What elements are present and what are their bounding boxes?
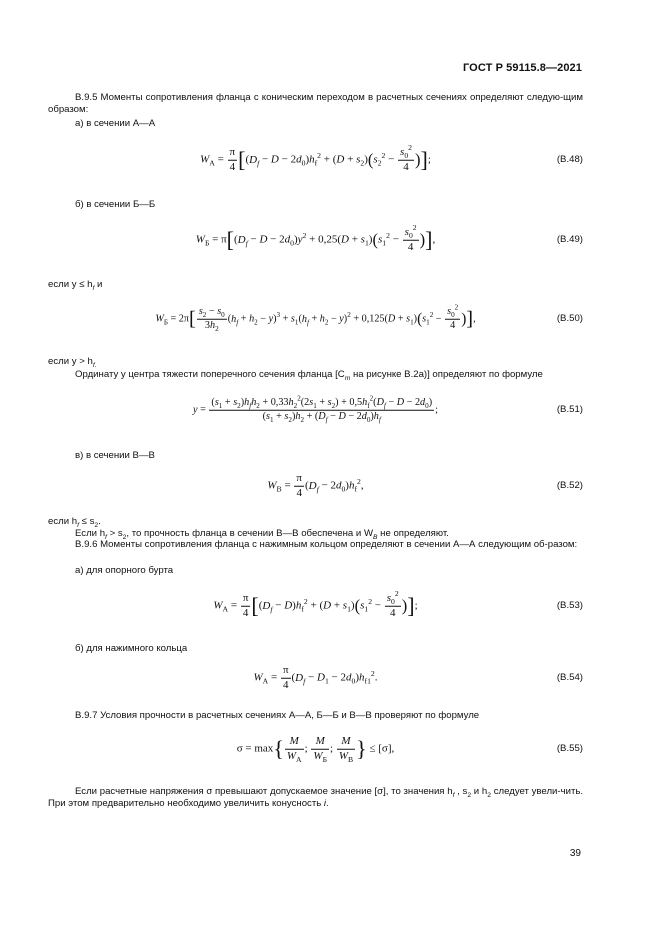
formula-b48 [48, 138, 583, 182]
equation-number-b54: (В.54) [556, 672, 583, 684]
final-text-2: , s [454, 786, 468, 797]
strength-text-3: , то прочность фланца в сечении В—В обеспечена и W [126, 528, 374, 539]
item-b-section: б) в сечении Б—Б [75, 199, 156, 210]
item-a-section: а) в сечении А—А [75, 118, 156, 129]
condition-subscript: f [92, 284, 95, 292]
document-id: ГОСТ Р 59115.8—2021 [462, 62, 582, 74]
ordinate-paragraph [75, 369, 583, 381]
formula-b51-expression: y = $\frac{(s_1 + s_2)h_fh_2 + 0,33h_2^2(2s_1 + s_2) + 0,5h_f^2(D_f - D - 2d_0)}{(s_1 + s_2)h_2 + (D_f - D - 2d_0)h_f}$ ; [193, 394, 438, 424]
paragraph-b95: В.9.5 Моменты сопротивления фланца с коническим переходом в расчетных сечениях определяют следую-щим образом: [48, 92, 583, 115]
strength-text-2: > s [106, 528, 123, 539]
ordinate-text: Ординату y центра тяжести поперечного сечения фланца [C [75, 369, 345, 380]
formula-b55 [48, 727, 583, 771]
strength-text-4: не определяют. [377, 528, 449, 539]
formula-b49-expression: $W_Б = \pi[(D_f - D - 2d_0)y^2 + 0,25(D + s_1)(s_1^2$ − $\frac{s_0^2}{4}$ )], [195, 223, 436, 253]
equation-number-b53: (В.53) [556, 600, 583, 612]
condition-subscript-2: 2 [94, 521, 99, 529]
condition-text: если y > h [48, 356, 93, 367]
final-italic-i: i [323, 797, 327, 809]
formula-b53 [48, 584, 583, 628]
strength-sub-2: 2 [122, 533, 127, 541]
final-sub-2: 2 [467, 791, 472, 799]
condition-subscript: f. [92, 361, 97, 369]
final-paragraph [48, 786, 583, 810]
condition-y-gt-hf [48, 356, 97, 368]
condition-tail: ≤ s [78, 516, 95, 527]
formula-b52 [48, 464, 583, 508]
paragraph-b96: В.9.6 Моменты сопротивления фланца с нажимным кольцом определяют в сечении А—А следующим об-разом: [75, 539, 578, 550]
page-number: 39 [569, 848, 581, 859]
formula-b55-expression: σ = max{ $\frac{M}{W_A}$ ; $\frac{M}{W_Б}$ ; $\frac{M}{W_В}$ } ≤ [σ], [236, 734, 395, 764]
equation-number-b52: (В.52) [556, 480, 583, 492]
formula-b51 [48, 388, 583, 432]
formula-b52-expression: $W_В$ = $\frac{\pi}{4}$ $(D_f - 2d_0)h_f^2$, [267, 471, 364, 499]
formula-b50-expression: $W_Б = 2\pi$[ $\frac{s_2 - s_0}{3h_2}$ $(h_f + h_2 - y)^3 + s_1(h_f + h_2 - y)^2 + 0,125(D + s_1)(s_1^2$ − $\frac{s_0^2}{4}$ )], [155, 303, 476, 333]
item-b-ring: б) для нажимного кольца [75, 643, 188, 654]
equation-number-b55: (В.55) [556, 743, 583, 755]
condition-subscript: f [77, 521, 79, 529]
condition-end: . [98, 516, 101, 527]
strength-text-1: Если h [75, 528, 106, 539]
formula-b54-expression: $W_A$ = $\frac{\pi}{4}$ $(D_f - D_1 - 2d_0)h_{f1}^2$. [253, 663, 378, 691]
formula-b50 [48, 297, 583, 341]
final-end: . [326, 797, 329, 809]
strength-sub-1: f [105, 533, 107, 541]
final-text-1: Если расчетные напряжения σ превышают допускаемое значение [σ], то значения h [75, 786, 453, 797]
item-v-section: в) в сечении В—В [75, 450, 155, 461]
ordinate-subscript: m [344, 374, 351, 382]
paragraph-b97: В.9.7 Условия прочности в расчетных сечениях А—А, Б—Б и В—В проверяют по формуле [75, 710, 480, 721]
final-sub-1: f [452, 791, 455, 799]
final-text-4: следует увели-чить. При этом предварительно необходимо увеличить конусность [48, 786, 584, 809]
condition-text: если h [48, 516, 78, 527]
formula-b49 [48, 218, 583, 262]
condition-hf-le-s2 [48, 516, 101, 528]
final-sub-3: 2 [487, 791, 491, 799]
equation-number-b50: (В.50) [556, 313, 583, 325]
ordinate-tail: на рисунке В.2а)] определяют по формуле [350, 369, 543, 380]
formula-b54 [48, 656, 583, 700]
formula-b53-expression: $W_A$ = $\frac{\pi}{4}$ [$(D_f - D)h_f^2 + (D + s_1)(s_1^2$ − $\frac{s_0^2}{4}$ )]; [213, 589, 418, 619]
final-text-3: и h [471, 786, 488, 797]
item-a-support: а) для опорного бурта [75, 565, 174, 576]
condition-y-le-hf [48, 279, 102, 291]
condition-tail: и [94, 279, 103, 290]
equation-number-b48: (В.48) [556, 154, 583, 166]
strength-sub-3: B [373, 533, 378, 541]
formula-b48-expression: $W_A$ = $\frac{\pi}{4}$ [$(D_f - D - 2d_0)h_f^2 + (D + s_2)(s_2^2$ − $\frac{s_0^2}{4}$ )]; [200, 143, 431, 173]
condition-text: если y ≤ h [48, 279, 93, 290]
equation-number-b49: (В.49) [556, 234, 583, 246]
equation-number-b51: (В.51) [556, 404, 583, 416]
